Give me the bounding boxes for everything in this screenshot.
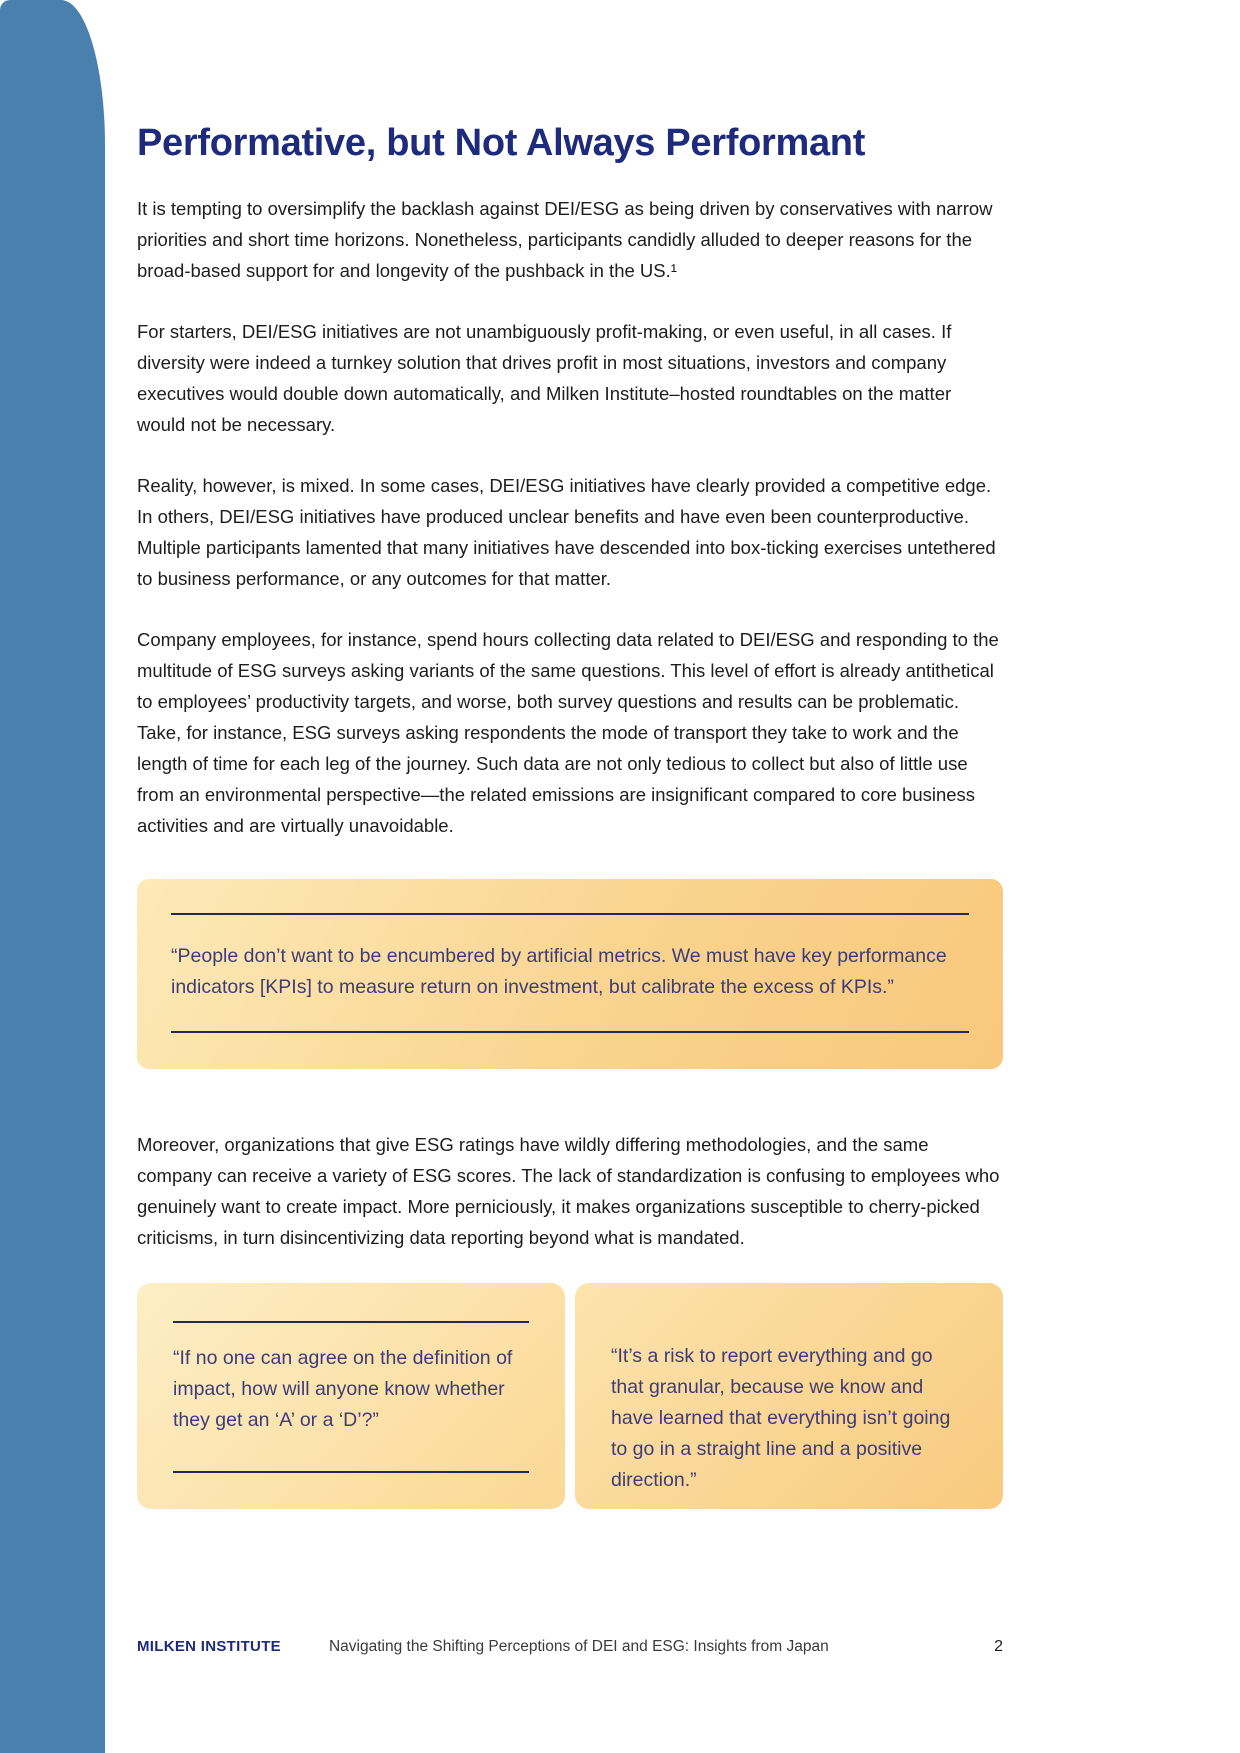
side-quote-box-left	[137, 1283, 565, 1509]
side-quote-text-right: “It’s a risk to report everything and go that granular, because we know and have learned that everything isn’t going to go in a straight line and a positive direction.”	[611, 1345, 951, 1491]
pull-quote-box	[137, 879, 1003, 1069]
divider-rule	[173, 1321, 529, 1323]
pull-quote-text: “People don’t want to be encumbered by artificial metrics. We must have key performance indicators [KPIs] to measure return on investment, but calibrate the excess of KPIs.”	[171, 945, 947, 998]
body-paragraph: Moreover, organizations that give ESG ratings have wildly differing methodologies, and the same company can receive a variety of ESG scores. The lack of standardization is confusing to employees who genuinely want to create impact. More perniciously, it makes organizations susceptible to cherry-picked criticisms, in turn disincentivizing data reporting beyond what is mandated.	[137, 1134, 1000, 1248]
body-paragraph: It is tempting to oversimplify the backlash against DEI/ESG as being driven by conservatives with narrow priorities and short time horizons. Nonetheless, participants candidly alluded to deeper reasons for the broad-based support for and longevity of the pushback in the US.¹	[137, 198, 993, 281]
divider-rule	[173, 1471, 529, 1473]
body-paragraph: For starters, DEI/ESG initiatives are not unambiguously profit-making, or even useful, in all cases. If diversity were indeed a turnkey solution that drives profit in most situations, investors and company executives would double down automatically, and Milken Institute–hosted roundtables on the matter would not be necessary.	[137, 321, 952, 435]
side-quote-box-right	[575, 1283, 1003, 1509]
page-footer	[137, 1638, 1003, 1656]
body-paragraph: Company employees, for instance, spend hours collecting data related to DEI/ESG and responding to the multitude of ESG surveys asking variants of the same questions. This level of effort is already antithetical to employees’ productivity targets, and worse, both survey questions and results can be problematic. Take, for instance, ESG surveys asking respondents the mode of transport they take to work and the length of time for each leg of the journey. Such data are not only tedious to collect but also of little use from an environmental perspective—the related emissions are insignificant compared to core business activities and are virtually unavoidable.	[137, 629, 999, 836]
page-title: Performative, but Not Always Performant	[137, 122, 866, 164]
left-accent-band	[0, 0, 105, 1753]
footer-brand: MILKEN INSTITUTE	[137, 1638, 281, 1655]
side-quote-row	[137, 1283, 1003, 1509]
side-quote-text-left: “If no one can agree on the definition of impact, how will anyone know whether they get an ‘A’ or a ‘D’?”	[173, 1347, 513, 1431]
footer-page-number: 2	[994, 1638, 1003, 1655]
body-paragraph: Reality, however, is mixed. In some cases, DEI/ESG initiatives have clearly provided a competitive edge. In others, DEI/ESG initiatives have produced unclear benefits and have even been counterproductive. Multiple participants lamented that many initiatives have descended into box-ticking exercises untethered to business performance, or any outcomes for that matter.	[137, 475, 996, 589]
page-content	[137, 0, 1003, 1509]
divider-rule	[171, 913, 969, 915]
footer-report-title: Navigating the Shifting Perceptions of DEI and ESG: Insights from Japan	[328, 1638, 829, 1655]
divider-rule	[171, 1031, 969, 1033]
